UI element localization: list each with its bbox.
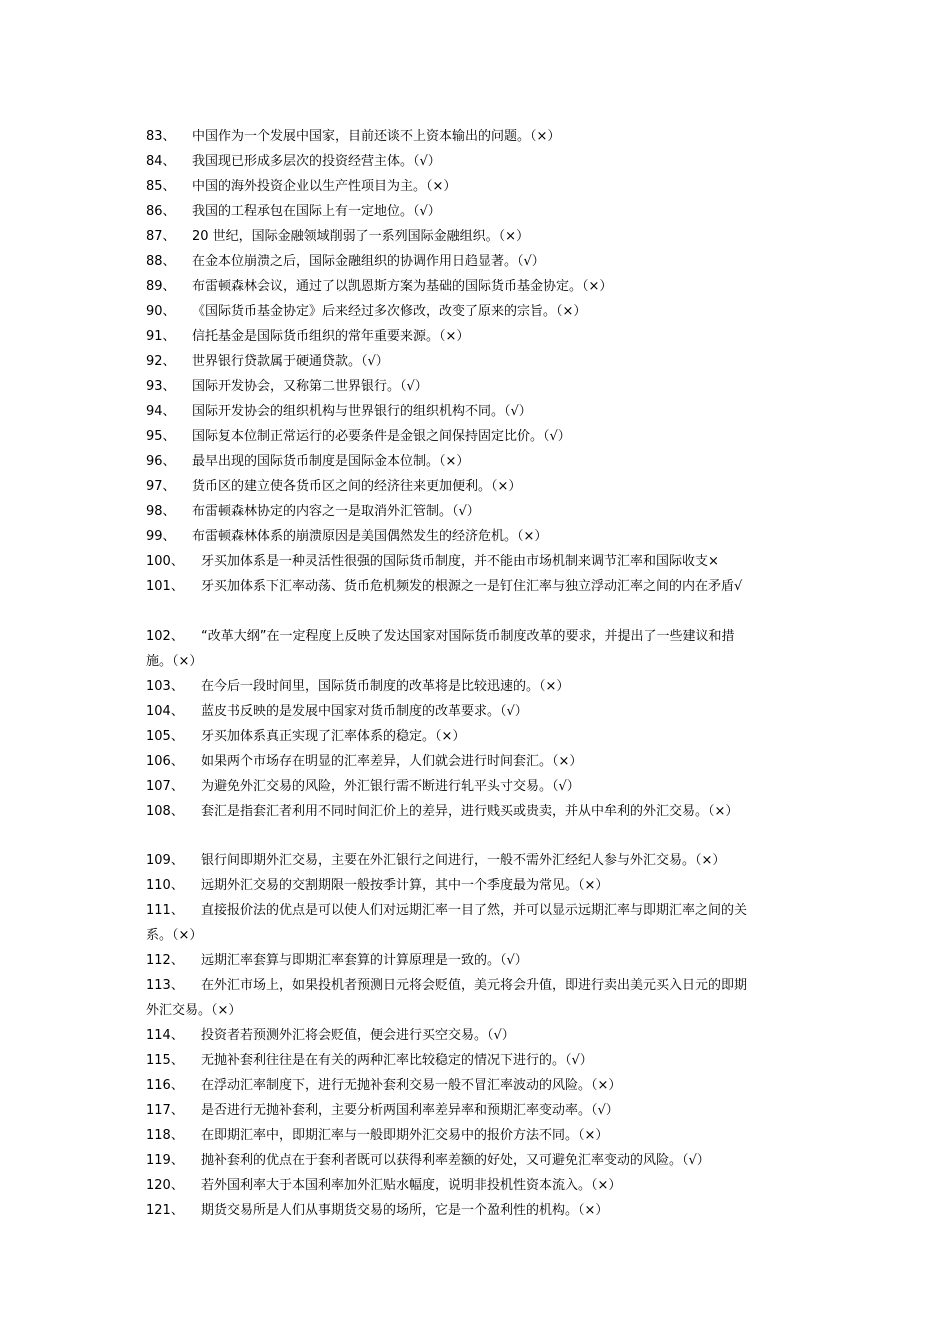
question-number: 112、 [146, 953, 184, 968]
question-item [0, 951, 950, 971]
question-text: 布雷顿森林会议，通过了以凯恩斯方案为基础的国际货币基金协定。（×） [192, 279, 613, 294]
question-number: 111、 [146, 903, 184, 918]
question-text-continuation: 系。（×） [146, 928, 203, 943]
question-number: 101、 [146, 579, 184, 594]
question-number: 85、 [146, 179, 176, 194]
question-number: 120、 [146, 1178, 184, 1193]
question-number: 89、 [146, 279, 176, 294]
question-number: 96、 [146, 454, 176, 469]
question-text: 抛补套利的优点在于套利者既可以获得利率差额的好处，又可避免汇率变动的风险。（√） [201, 1153, 710, 1168]
question-number: 87、 [146, 229, 176, 244]
question-text: 牙买加体系是一种灵活性很强的国际货币制度，并不能由市场机制来调节汇率和国际收支× [201, 554, 719, 569]
question-item [0, 727, 950, 747]
question-number: 115、 [146, 1053, 184, 1068]
question-text: “改革大纲”在一定程度上反映了发达国家对国际货币制度改革的要求，并提出了一些建议和措 [201, 629, 735, 644]
question-item [0, 377, 950, 397]
question-item [0, 527, 950, 547]
question-text: 货币区的建立使各货币区之间的经济往来更加便利。（×） [192, 479, 522, 494]
question-text: 牙买加体系下汇率动荡、货币危机频发的根源之一是钉住汇率与独立浮动汇率之间的内在矛盾√ [201, 579, 743, 594]
question-number: 100、 [146, 554, 184, 569]
question-item [0, 627, 950, 647]
question-number: 97、 [146, 479, 176, 494]
question-item [0, 577, 950, 597]
question-text: 在浮动汇率制度下，进行无抛补套利交易一般不冒汇率波动的风险。（×） [201, 1078, 622, 1093]
question-item [0, 552, 950, 572]
question-item [0, 1026, 950, 1046]
question-number: 106、 [146, 754, 184, 769]
question-item [0, 1126, 950, 1146]
question-continuation-line [0, 926, 950, 946]
question-number: 104、 [146, 704, 184, 719]
question-number: 93、 [146, 379, 176, 394]
question-text: 若外国利率大于本国利率加外汇贴水幅度，说明非投机性资本流入。（×） [201, 1178, 622, 1193]
question-item [0, 227, 950, 247]
question-text: 如果两个市场存在明显的汇率差异，人们就会进行时间套汇。（×） [201, 754, 583, 769]
question-number: 113、 [146, 978, 184, 993]
question-item [0, 1151, 950, 1171]
question-text-continuation: 施。（×） [146, 654, 203, 669]
question-item [0, 1076, 950, 1096]
question-item [0, 502, 950, 522]
question-text: 为避免外汇交易的风险，外汇银行需不断进行轧平头寸交易。（√） [201, 779, 580, 794]
question-number: 95、 [146, 429, 176, 444]
question-item [0, 976, 950, 996]
question-text: 最早出现的国际货币制度是国际金本位制。（×） [192, 454, 470, 469]
question-text: 套汇是指套汇者利用不同时间汇价上的差异，进行贱买或贵卖，并从中牟利的外汇交易。（×） [201, 804, 739, 819]
question-text: 是否进行无抛补套利，主要分析两国利率差异率和预期汇率变动率。（√） [201, 1103, 619, 1118]
question-number: 88、 [146, 254, 176, 269]
question-number: 84、 [146, 154, 176, 169]
question-text: 国际开发协会的组织机构与世界银行的组织机构不同。（√） [192, 404, 532, 419]
question-number: 119、 [146, 1153, 184, 1168]
question-number: 91、 [146, 329, 176, 344]
question-text: 银行间即期外汇交易，主要在外汇银行之间进行，一般不需外汇经纪人参与外汇交易。（×） [201, 853, 726, 868]
question-item [0, 1201, 950, 1221]
question-number: 86、 [146, 204, 176, 219]
question-item [0, 277, 950, 297]
question-number: 117、 [146, 1103, 184, 1118]
question-text: 牙买加体系真正实现了汇率体系的稳定。（×） [201, 729, 466, 744]
question-number: 109、 [146, 853, 184, 868]
question-number: 118、 [146, 1128, 184, 1143]
question-text: 我国现已形成多层次的投资经营主体。（√） [192, 154, 441, 169]
question-text: 我国的工程承包在国际上有一定地位。（√） [192, 204, 441, 219]
question-text: 布雷顿森林协定的内容之一是取消外汇管制。（√） [192, 504, 480, 519]
question-item [0, 252, 950, 272]
question-number: 83、 [146, 129, 176, 144]
question-text: 在外汇市场上，如果投机者预测日元将会贬值，美元将会升值，即进行卖出美元买入日元的即期 [201, 978, 748, 993]
question-item [0, 177, 950, 197]
question-number: 90、 [146, 304, 176, 319]
question-item [0, 1051, 950, 1071]
question-item [0, 127, 950, 147]
question-item [0, 352, 950, 372]
question-item [0, 427, 950, 447]
question-text: 布雷顿森林体系的崩溃原因是美国偶然发生的经济危机。（×） [192, 529, 548, 544]
question-text: 中国作为一个发展中国家，目前还谈不上资本输出的问题。（×） [192, 129, 561, 144]
question-number: 121、 [146, 1203, 184, 1218]
question-number: 110、 [146, 878, 184, 893]
question-item [0, 452, 950, 472]
question-item [0, 1176, 950, 1196]
question-item [0, 202, 950, 222]
question-text: 国际复本位制正常运行的必要条件是金银之间保持固定比价。（√） [192, 429, 571, 444]
question-text: 在即期汇率中，即期汇率与一般即期外汇交易中的报价方法不同。（×） [201, 1128, 609, 1143]
question-number: 99、 [146, 529, 176, 544]
question-item [0, 677, 950, 697]
question-number: 108、 [146, 804, 184, 819]
question-text: 世界银行贷款属于硬通贷款。（√） [192, 354, 389, 369]
question-text: 中国的海外投资企业以生产性项目为主。（×） [192, 179, 457, 194]
question-text: 无抛补套利往往是在有关的两种汇率比较稳定的情况下进行的。（√） [201, 1053, 593, 1068]
question-item [0, 327, 950, 347]
question-text-continuation: 外汇交易。（×） [146, 1003, 242, 1018]
question-number: 98、 [146, 504, 176, 519]
question-text: 在金本位崩溃之后，国际金融组织的协调作用日趋显著。（√） [192, 254, 545, 269]
question-item [0, 901, 950, 921]
question-item [0, 1101, 950, 1121]
question-number: 105、 [146, 729, 184, 744]
question-item [0, 152, 950, 172]
question-number: 107、 [146, 779, 184, 794]
question-item [0, 302, 950, 322]
question-number: 92、 [146, 354, 176, 369]
question-text: 国际开发协会，又称第二世界银行。（√） [192, 379, 428, 394]
question-number: 102、 [146, 629, 184, 644]
question-item [0, 876, 950, 896]
question-text: 远期汇率套算与即期汇率套算的计算原理是一致的。（√） [201, 953, 528, 968]
question-item [0, 802, 950, 822]
question-item [0, 851, 950, 871]
question-continuation-line [0, 652, 950, 672]
question-item [0, 777, 950, 797]
question-number: 94、 [146, 404, 176, 419]
question-item [0, 477, 950, 497]
question-text: 蓝皮书反映的是发展中国家对货币制度的改革要求。（√） [201, 704, 528, 719]
question-item [0, 402, 950, 422]
question-text: 直接报价法的优点是可以使人们对远期汇率一目了然，并可以显示远期汇率与即期汇率之间的关 [201, 903, 748, 918]
question-text: 信托基金是国际货币组织的常年重要来源。（×） [192, 329, 470, 344]
question-text: 期货交易所是人们从事期货交易的场所，它是一个盈利性的机构。（×） [201, 1203, 609, 1218]
question-item [0, 702, 950, 722]
question-text: 《国际货币基金协定》后来经过多次修改，改变了原来的宗旨。（×） [192, 304, 587, 319]
question-number: 103、 [146, 679, 184, 694]
question-text: 在今后一段时间里，国际货币制度的改革将是比较迅速的。（×） [201, 679, 570, 694]
question-number: 114、 [146, 1028, 184, 1043]
question-text: 投资者若预测外汇将会贬值，便会进行买空交易。（√） [201, 1028, 515, 1043]
question-text: 远期外汇交易的交割期限一般按季计算，其中一个季度最为常见。（×） [201, 878, 609, 893]
question-text: 20 世纪，国际金融领域削弱了一系列国际金融组织。（×） [192, 229, 530, 244]
question-item [0, 752, 950, 772]
question-continuation-line [0, 1001, 950, 1021]
question-number: 116、 [146, 1078, 184, 1093]
